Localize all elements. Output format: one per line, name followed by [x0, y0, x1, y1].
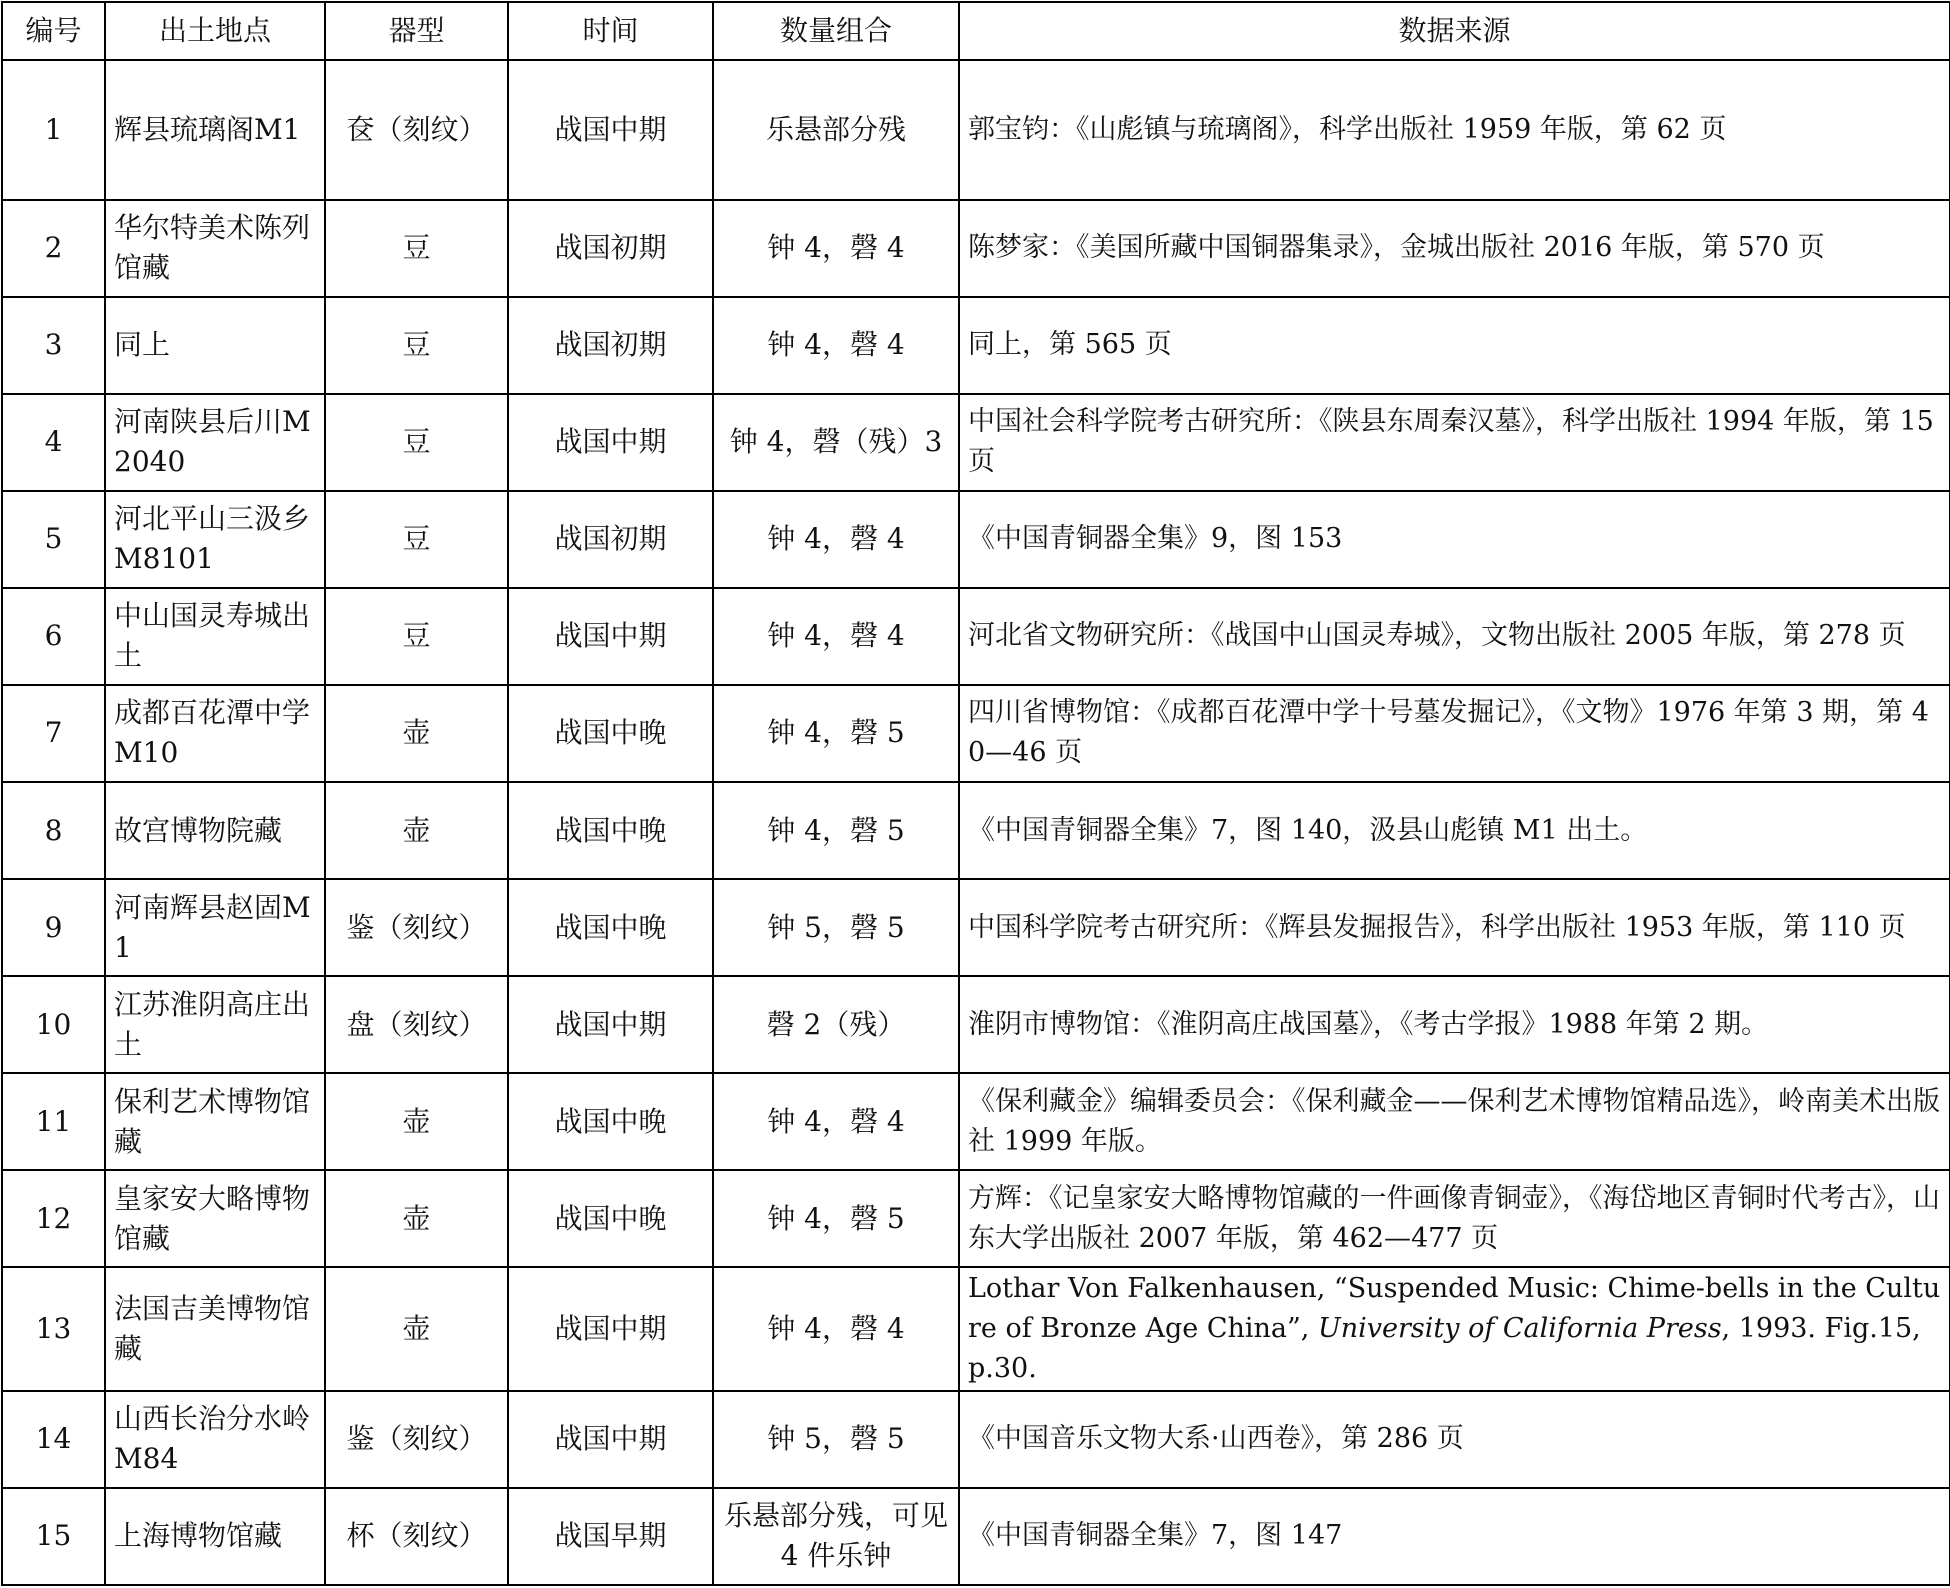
cell-qty: 钟 4，磬 4 [713, 200, 959, 297]
cell-time: 战国初期 [508, 297, 713, 394]
header-qty: 数量组合 [713, 2, 959, 60]
cell-num: 3 [2, 297, 105, 394]
header-num: 编号 [2, 2, 105, 60]
table-row [2, 685, 1950, 782]
cell-type: 豆 [325, 200, 508, 297]
table-row [2, 1170, 1950, 1267]
cell-time: 战国中晚 [508, 685, 713, 782]
cell-site: 河南辉县赵固M1 [105, 879, 325, 976]
cell-source: 中国科学院考古研究所：《辉县发掘报告》，科学出版社 1953 年版，第 110 页 [959, 879, 1950, 976]
table-row [2, 1073, 1950, 1170]
cell-num: 1 [2, 60, 105, 200]
cell-site: 保利艺术博物馆藏 [105, 1073, 325, 1170]
table-row [2, 1267, 1950, 1390]
cell-time: 战国中期 [508, 394, 713, 491]
cell-source: 《中国青铜器全集》9，图 153 [959, 491, 1950, 588]
cell-time: 战国初期 [508, 491, 713, 588]
source-text-tail: , 1993. Fig.15, p.30. [968, 1313, 1921, 1385]
cell-type: 鉴（刻纹） [325, 1391, 508, 1488]
header-source: 数据来源 [959, 2, 1950, 60]
cell-time: 战国中晚 [508, 782, 713, 879]
source-text: Lothar Von Falkenhausen, “Suspended Music: Chime-bells in the Culture of Bronze Age China”, [968, 1273, 1941, 1345]
source-publisher: University of California Press [1317, 1313, 1722, 1345]
cell-site: 河南陕县后川M2040 [105, 394, 325, 491]
cell-site: 河北平山三汲乡 M8101 [105, 491, 325, 588]
cell-source: 四川省博物馆：《成都百花潭中学十号墓发掘记》，《文物》1976 年第 3 期，第 40—46 页 [959, 685, 1950, 782]
cell-num: 11 [2, 1073, 105, 1170]
cell-qty: 钟 4，磬 4 [713, 297, 959, 394]
cell-source: 陈梦家：《美国所藏中国铜器集录》，金城出版社 2016 年版，第 570 页 [959, 200, 1950, 297]
cell-source [959, 1267, 1950, 1390]
cell-site: 华尔特美术陈列馆藏 [105, 200, 325, 297]
cell-source: 方辉：《记皇家安大略博物馆藏的一件画像青铜壶》，《海岱地区青铜时代考古》，山东大学出版社 2007 年版，第 462—477 页 [959, 1170, 1950, 1267]
cell-source: 郭宝钧：《山彪镇与琉璃阁》，科学出版社 1959 年版，第 62 页 [959, 60, 1950, 200]
table-row [2, 491, 1950, 588]
cell-num: 12 [2, 1170, 105, 1267]
cell-qty: 乐悬部分残 [713, 60, 959, 200]
cell-time: 战国中晚 [508, 1073, 713, 1170]
cell-site: 皇家安大略博物馆藏 [105, 1170, 325, 1267]
cell-time: 战国中期 [508, 1267, 713, 1390]
cell-type: 盘（刻纹） [325, 976, 508, 1073]
cell-site: 故宫博物院藏 [105, 782, 325, 879]
cell-source: 《中国青铜器全集》7，图 140，汲县山彪镇 M1 出土。 [959, 782, 1950, 879]
table-row [2, 588, 1950, 685]
table-row [2, 200, 1950, 297]
header-type: 器型 [325, 2, 508, 60]
cell-qty: 乐悬部分残，可见 4 件乐钟 [713, 1488, 959, 1585]
cell-qty: 钟 4，磬（残）3 [713, 394, 959, 491]
cell-qty: 钟 5，磬 5 [713, 879, 959, 976]
cell-type: 壶 [325, 1267, 508, 1390]
cell-type: 壶 [325, 685, 508, 782]
cell-type: 豆 [325, 491, 508, 588]
cell-time: 战国初期 [508, 200, 713, 297]
cell-site: 江苏淮阴高庄出土 [105, 976, 325, 1073]
cell-source: 同上，第 565 页 [959, 297, 1950, 394]
cell-time: 战国中期 [508, 588, 713, 685]
cell-source: 中国社会科学院考古研究所：《陕县东周秦汉墓》，科学出版社 1994 年版，第 15 页 [959, 394, 1950, 491]
cell-qty: 钟 4，磬 5 [713, 1170, 959, 1267]
cell-num: 14 [2, 1391, 105, 1488]
header-site: 出土地点 [105, 2, 325, 60]
cell-type: 壶 [325, 1170, 508, 1267]
cell-time: 战国中期 [508, 976, 713, 1073]
cell-num: 7 [2, 685, 105, 782]
cell-time: 战国中期 [508, 60, 713, 200]
cell-num: 15 [2, 1488, 105, 1585]
cell-qty: 钟 4，磬 4 [713, 491, 959, 588]
cell-type: 鉴（刻纹） [325, 879, 508, 976]
cell-num: 8 [2, 782, 105, 879]
cell-site: 同上 [105, 297, 325, 394]
cell-num: 6 [2, 588, 105, 685]
header-row [2, 2, 1950, 60]
cell-time: 战国早期 [508, 1488, 713, 1585]
table-row [2, 1391, 1950, 1488]
cell-site: 上海博物馆藏 [105, 1488, 325, 1585]
cell-num: 5 [2, 491, 105, 588]
cell-site: 成都百花潭中学 M10 [105, 685, 325, 782]
cell-num: 10 [2, 976, 105, 1073]
cell-time: 战国中晚 [508, 1170, 713, 1267]
data-table [1, 1, 1950, 1586]
cell-qty: 磬 2（残） [713, 976, 959, 1073]
cell-type: 豆 [325, 394, 508, 491]
cell-source: 淮阴市博物馆：《淮阴高庄战国墓》，《考古学报》1988 年第 2 期。 [959, 976, 1950, 1073]
cell-type: 奁（刻纹） [325, 60, 508, 200]
cell-qty: 钟 4，磬 4 [713, 1073, 959, 1170]
cell-site: 辉县琉璃阁M1 [105, 60, 325, 200]
cell-num: 13 [2, 1267, 105, 1390]
cell-site: 山西长治分水岭 M84 [105, 1391, 325, 1488]
cell-qty: 钟 4，磬 4 [713, 588, 959, 685]
cell-type: 壶 [325, 1073, 508, 1170]
cell-source: 河北省文物研究所：《战国中山国灵寿城》，文物出版社 2005 年版，第 278 页 [959, 588, 1950, 685]
cell-site: 中山国灵寿城出土 [105, 588, 325, 685]
cell-num: 4 [2, 394, 105, 491]
table-row [2, 1488, 1950, 1585]
table-row [2, 60, 1950, 200]
cell-time: 战国中期 [508, 1391, 713, 1488]
cell-type: 杯（刻纹） [325, 1488, 508, 1585]
table-row [2, 782, 1950, 879]
table-row [2, 976, 1950, 1073]
cell-site: 法国吉美博物馆藏 [105, 1267, 325, 1390]
cell-qty: 钟 4，磬 5 [713, 782, 959, 879]
table-row [2, 297, 1950, 394]
cell-type: 豆 [325, 588, 508, 685]
cell-qty: 钟 5，磬 5 [713, 1391, 959, 1488]
cell-qty: 钟 4，磬 5 [713, 685, 959, 782]
header-time: 时间 [508, 2, 713, 60]
cell-source: 《中国青铜器全集》7，图 147 [959, 1488, 1950, 1585]
cell-type: 壶 [325, 782, 508, 879]
cell-time: 战国中晚 [508, 879, 713, 976]
cell-source: 《中国音乐文物大系·山西卷》，第 286 页 [959, 1391, 1950, 1488]
cell-qty: 钟 4，磬 4 [713, 1267, 959, 1390]
cell-num: 2 [2, 200, 105, 297]
cell-type: 豆 [325, 297, 508, 394]
cell-num: 9 [2, 879, 105, 976]
table-row [2, 879, 1950, 976]
table-row [2, 394, 1950, 491]
cell-source: 《保利藏金》编辑委员会：《保利藏金——保利艺术博物馆精品选》，岭南美术出版社 1999 年版。 [959, 1073, 1950, 1170]
